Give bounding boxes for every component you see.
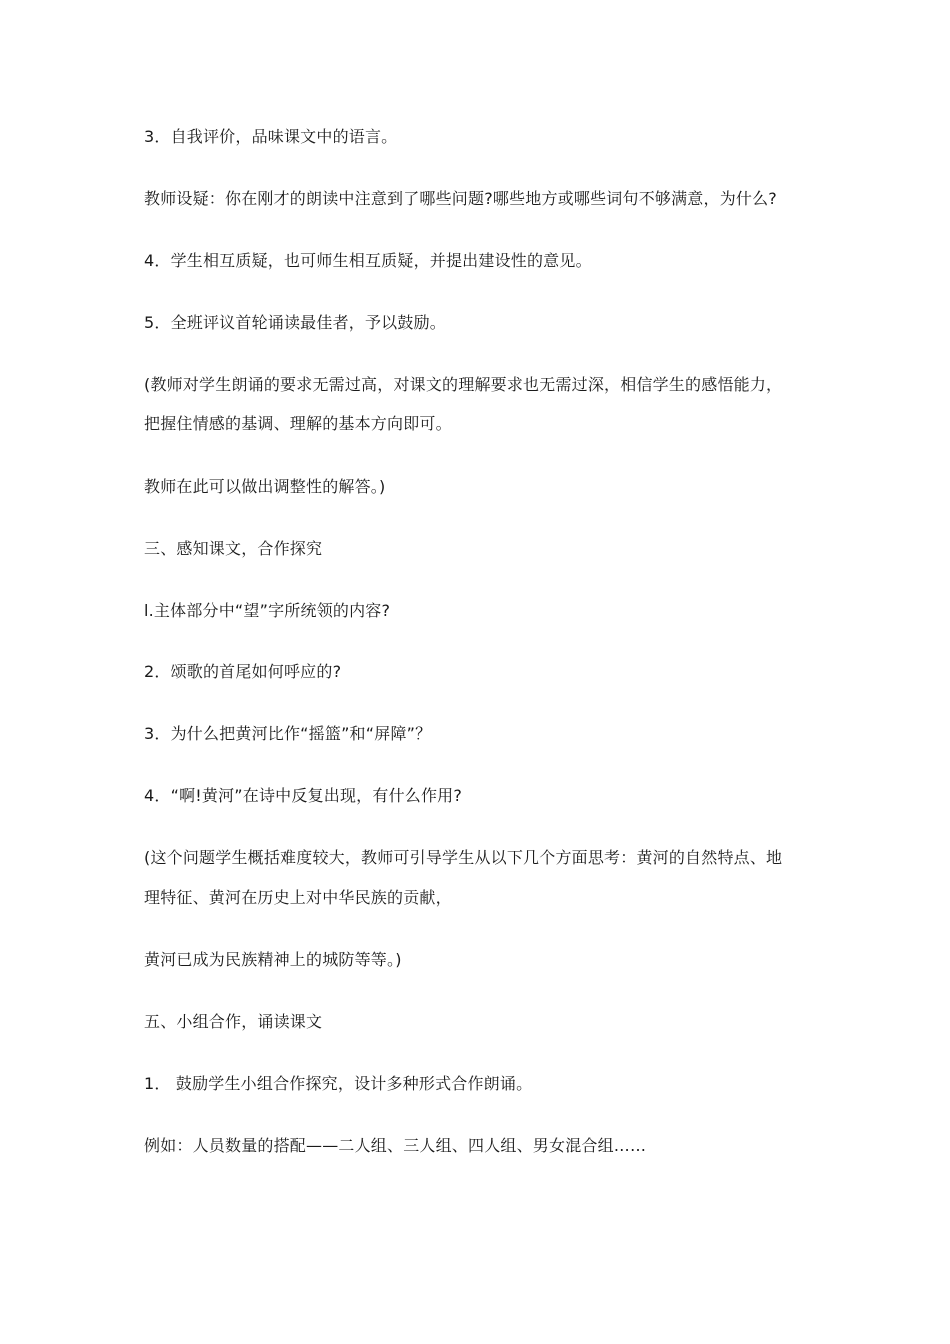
text-line: 5．全班评议首轮诵读最佳者，予以鼓励。	[144, 313, 446, 332]
text-line: 1． 鼓励学生小组合作探究，设计多种形式合作朗诵。	[144, 1074, 533, 1093]
text-line: 理特征、黄河在历史上对中华民族的贡献，	[144, 888, 452, 907]
text-line: l.主体部分中“望”字所统领的内容?	[144, 601, 391, 620]
text-line: 黄河已成为民族精神上的城防等等。)	[144, 950, 402, 969]
text-line: (教师对学生朗诵的要求无需过高，对课文的理解要求也无需过深，相信学生的感悟能力，	[144, 375, 783, 394]
text-line: 3．为什么把黄河比作“摇篮”和“屏障”？	[144, 724, 432, 743]
text-line: 教师在此可以做出调整性的解答。)	[144, 477, 386, 496]
text-line: 4．学生相互质疑，也可师生相互质疑，并提出建设性的意见。	[144, 251, 592, 270]
text-line: 教师设疑：你在刚才的朗读中注意到了哪些问题?哪些地方或哪些词句不够满意，为什么?	[144, 189, 777, 208]
section-heading: 三、感知课文，合作探究	[144, 539, 323, 558]
text-line: (这个问题学生概括难度较大，教师可引导学生从以下几个方面思考：黄河的自然特点、地	[144, 848, 783, 867]
section-heading: 五、小组合作，诵读课文	[144, 1012, 323, 1031]
text-line: 2．颂歌的首尾如何呼应的?	[144, 662, 342, 681]
text-line: 例如：人员数量的搭配——二人组、三人组、四人组、男女混合组……	[144, 1136, 647, 1155]
text-line: 3．自我评价，品味课文中的语言。	[144, 127, 398, 146]
text-line: 4．“啊!黄河”在诗中反复出现，有什么作用?	[144, 786, 463, 805]
text-line: 把握住情感的基调、理解的基本方向即可。	[144, 414, 452, 433]
